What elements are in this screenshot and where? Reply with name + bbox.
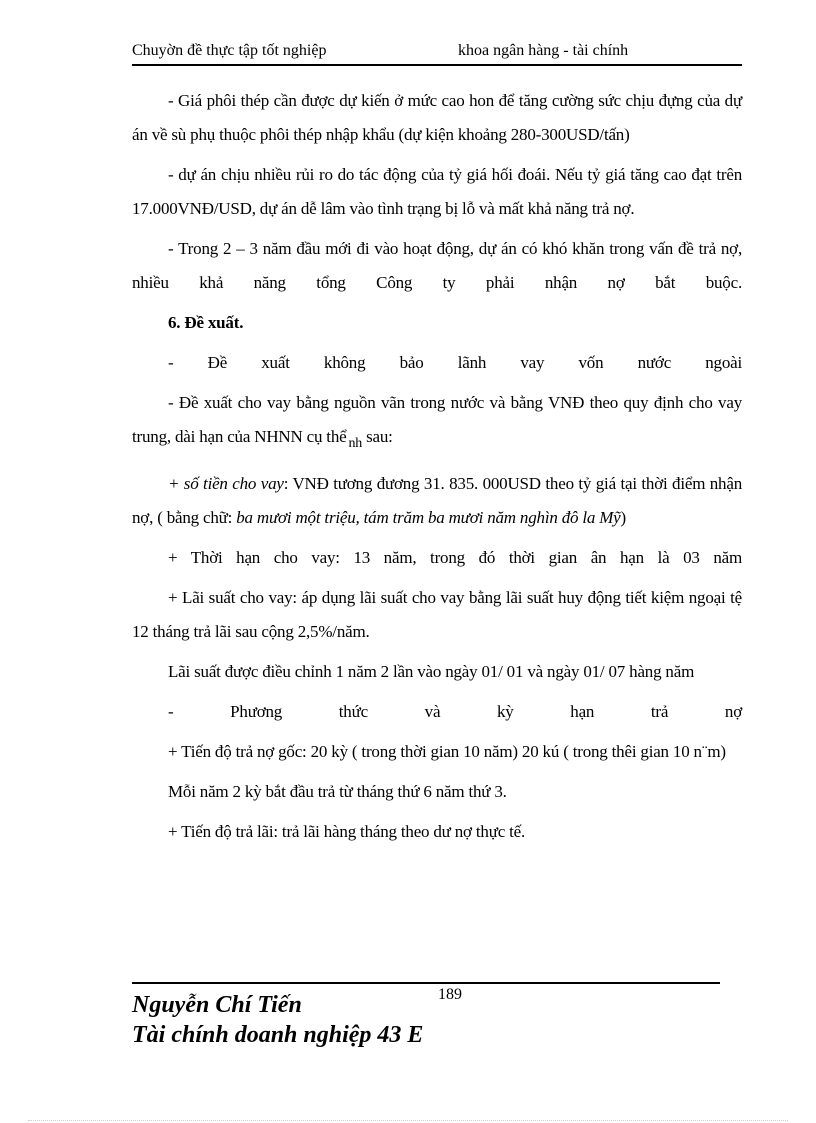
paragraph-exchange-risk: - dự án chịu nhiều rủi ro do tác động của tỷ giá hối đoái. Nếu tỷ giá tăng cao đạt trên 17.000VNĐ/USD, dự án dễ lâm vào tình trạng bị lỗ và mất khả năng trả nợ. [132,165,742,218]
loan-amount-words: ba mươi một triệu, tám trăm ba mươi năm nghìn đô la Mỹ [236,508,621,527]
paragraph-no-guarantee: - Đề xuất không bảo lãnh vay vốn nước ngoài [168,353,742,372]
loan-proposal-text: - Đề xuất cho vay bằng nguồn vãn trong nước và bằng VNĐ theo quy định cho vay trung, dài hạn của NHNN cụ thể [132,393,742,446]
loan-amount-close: ) [620,508,626,527]
paragraph-loan-proposal [132,386,742,461]
loan-amount-label: + số tiền cho vay [168,474,284,493]
paragraph-rate-adjustment: Lãi suất được điều chỉnh 1 năm 2 lần vào ngày 01/ 01 và ngày 01/ 07 hàng năm [168,662,695,681]
paragraph-interest-rate: + Lãi suất cho vay: áp dụng lãi suất cho vay bằng lãi suất huy động tiết kiệm ngoại tệ 12 tháng trả lãi sau cộng 2,5%/năm. [132,588,742,641]
paragraph-interest-schedule: + Tiến độ trả lãi: trả lãi hàng tháng theo dư nợ thực tế. [168,822,526,841]
document-body [132,84,742,849]
paragraph-loan-term: + Thời hạn cho vay: 13 năm, trong đó thời gian ân hạn là 03 năm [168,548,742,567]
page-header [132,40,742,66]
footer-author-block [132,990,423,1050]
paragraph-loan-amount [132,467,742,535]
paragraph-principal-schedule: + Tiến độ trả nợ gốc: 20 kỳ ( trong thời gian 10 năm) 20 kú ( trong thêi gian 10 n¨m) [168,742,726,761]
footer-divider [132,982,720,984]
paragraph-repayment-start: Mỗi năm 2 kỳ bắt đầu trả từ tháng thứ 6 năm thứ 3. [168,782,507,801]
section-heading-proposal: 6. Đề xuất. [168,313,244,332]
page-bottom-edge [28,1120,788,1121]
header-title-left: Chuyờn đề thực tập tốt nghiệp [132,42,327,59]
loan-amount-text: : VNĐ tương đương 31. 835. 000USD theo tỷ giá tại thời điểm nhận nợ, ( bằng chữ: [132,474,742,527]
paragraph-billet-price: - Giá phôi thép cần được dự kiến ở mức cao hon để tăng cường sức chịu đựng của dự án về sù phụ thuộc phôi thép nhập khẩu (dự kiện khoảng 280-300USD/tấn) [132,91,742,144]
header-title-right: khoa ngân hàng - tài chính [458,42,629,59]
author-class: Tài chính doanh nghiệp 43 E [132,1022,424,1048]
author-name: Nguyễn Chí Tiến [132,992,302,1018]
loan-proposal-subscript: nh [348,436,363,451]
page-number: 189 [438,986,462,1003]
loan-proposal-tail: sau: [366,427,393,446]
paragraph-repayment-method: - Phương thức và kỳ hạn trả nợ [168,702,742,721]
paragraph-debt-repayment: - Trong 2 – 3 năm đầu mới đi vào hoạt động, dự án có khó khăn trong vấn đề trả nợ, nhiều khả năng tổng Công ty phải nhận nợ bắt buộc. [132,239,742,292]
